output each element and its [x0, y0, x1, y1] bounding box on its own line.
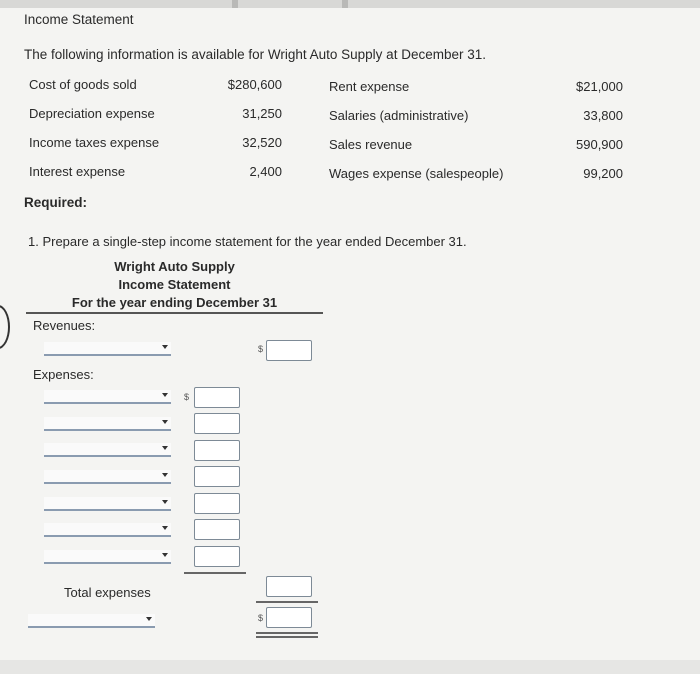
dropdown-arrow-icon [162, 446, 168, 450]
dropdown-arrow-icon [162, 393, 168, 397]
page-title: Income Statement [24, 12, 134, 27]
revenues-label: Revenues: [33, 318, 96, 333]
expense-amount-input-7[interactable] [194, 546, 240, 567]
expense-account-select-7[interactable] [44, 550, 171, 564]
left-edge-arc [0, 305, 10, 349]
dropdown-arrow-icon [162, 420, 168, 424]
data-value: 32,520 [242, 135, 282, 150]
total-expenses-label: Total expenses [64, 585, 151, 600]
data-value: 31,250 [242, 106, 282, 121]
required-label: Required: [24, 195, 88, 210]
double-rule-bottom [256, 636, 318, 638]
statement-company: Wright Auto Supply [114, 259, 235, 274]
expense-amount-input-4[interactable] [194, 466, 240, 487]
data-label: Rent expense [329, 79, 410, 94]
expense-account-select-6[interactable] [44, 523, 171, 537]
expense-amount-input-1[interactable] [194, 387, 240, 408]
net-income-input[interactable] [266, 607, 312, 628]
expense-account-select-4[interactable] [44, 470, 171, 484]
expense-amount-input-5[interactable] [194, 493, 240, 514]
data-label: Depreciation expense [29, 106, 155, 121]
data-value: 2,400 [249, 164, 282, 179]
expense-account-select-3[interactable] [44, 443, 171, 457]
dropdown-arrow-icon [146, 617, 152, 621]
expense-amount-input-6[interactable] [194, 519, 240, 540]
top-bar-segment [342, 0, 348, 8]
double-rule-top [256, 632, 318, 634]
currency-symbol: $ [258, 344, 264, 354]
top-bar-segment [232, 0, 238, 8]
statement-period: For the year ending December 31 [71, 295, 278, 310]
expense-account-select-5[interactable] [44, 497, 171, 511]
intro-text: The following information is available for Wright Auto Supply at December 31. [24, 47, 486, 62]
expense-account-select-1[interactable] [44, 390, 171, 404]
expense-amount-input-2[interactable] [194, 413, 240, 434]
question-text: 1. Prepare a single-step income statement for the year ended December 31. [28, 234, 467, 249]
expenses-label: Expenses: [33, 367, 94, 382]
top-bar [0, 0, 700, 8]
net-income-select[interactable] [28, 614, 155, 628]
data-value: $280,600 [227, 77, 282, 92]
data-value: $21,000 [576, 79, 623, 94]
total-expenses-input[interactable] [266, 576, 312, 597]
revenue-account-select[interactable] [44, 342, 171, 356]
dropdown-arrow-icon [162, 345, 168, 349]
subtotal-rule [184, 572, 246, 574]
currency-symbol: $ [258, 613, 264, 623]
expense-account-select-2[interactable] [44, 417, 171, 431]
header-rule [26, 312, 323, 314]
total-rule [256, 601, 318, 603]
dropdown-arrow-icon [162, 473, 168, 477]
data-value: 33,800 [583, 108, 623, 123]
expense-amount-input-3[interactable] [194, 440, 240, 461]
data-label: Wages expense (salespeople) [329, 166, 504, 181]
statement-name: Income Statement [118, 277, 231, 292]
data-value: 590,900 [576, 137, 623, 152]
revenue-amount-input[interactable] [266, 340, 312, 361]
data-label: Cost of goods sold [29, 77, 137, 92]
data-label: Sales revenue [329, 137, 413, 152]
dropdown-arrow-icon [162, 553, 168, 557]
currency-symbol: $ [184, 392, 190, 402]
dropdown-arrow-icon [162, 526, 168, 530]
data-label: Income taxes expense [29, 135, 160, 150]
data-label: Salaries (administrative) [329, 108, 469, 123]
bottom-band [0, 660, 700, 674]
data-value: 99,200 [583, 166, 623, 181]
data-label: Interest expense [29, 164, 126, 179]
dropdown-arrow-icon [162, 500, 168, 504]
